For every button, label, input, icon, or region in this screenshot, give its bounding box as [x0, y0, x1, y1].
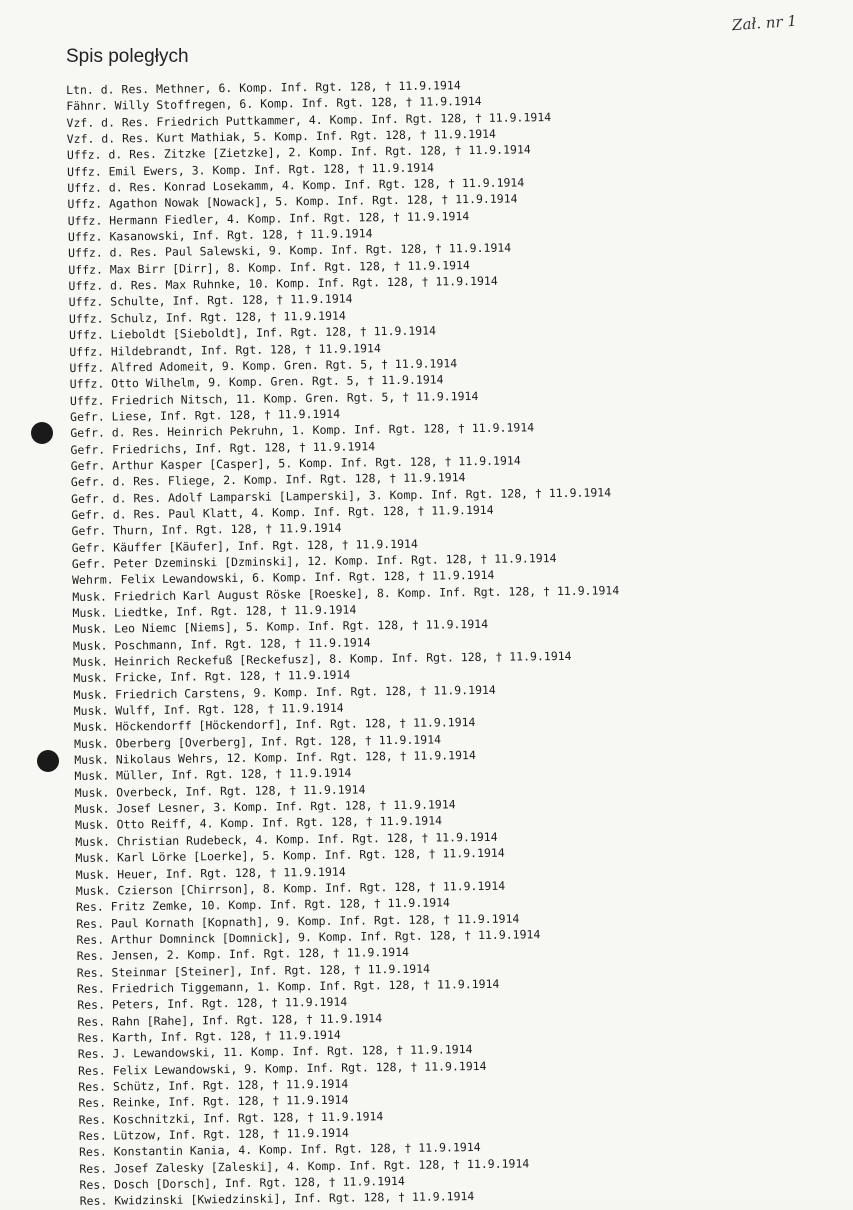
list-item: Gefr. Peter Dzeminski [Dzminski], 12. Komp. Inf. Rgt. 128, † 11.9.1914 [71, 551, 557, 571]
list-item: Wehrm. Felix Lewandowski, 6. Komp. Inf. Rgt. 128, † 11.9.1914 [72, 568, 495, 588]
list-item: Uffz. Otto Wilhelm, 9. Komp. Gren. Rgt. 5, † 11.9.1914 [69, 372, 444, 392]
list-item: Musk. Otto Reiff, 4. Komp. Inf. Rgt. 128, † 11.9.1914 [74, 813, 443, 833]
list-item: Res. Reinke, Inf. Rgt. 128, † 11.9.1914 [78, 1092, 349, 1111]
list-item: Musk. Liedtke, Inf. Rgt. 128, † 11.9.1914 [72, 602, 357, 620]
list-item: Musk. Nikolaus Wehrs, 12. Komp. Inf. Rgt. 128, † 11.9.1914 [74, 748, 476, 768]
list-item: Musk. Fricke, Inf. Rgt. 128, † 11.9.1914 [73, 667, 351, 686]
list-item: Res. Rahn [Rahe], Inf. Rgt. 128, † 11.9.1914 [77, 1010, 383, 1029]
list-item: Uffz. Agathon Nowak [Nowack], 5. Komp. Inf. Rgt. 128, † 11.9.1914 [67, 191, 518, 212]
list-item: Res. Dosch [Dorsch], Inf. Rgt. 128, † 11.9.1914 [79, 1173, 405, 1192]
list-item: Uffz. Emil Ewers, 3. Komp. Inf. Rgt. 128, † 11.9.1914 [67, 160, 435, 179]
list-item: Musk. Höckendorff [Höckendorf], Inf. Rgt. 128, † 11.9.1914 [73, 715, 476, 735]
list-item: Res. Koschnitzki, Inf. Rgt. 128, † 11.9.1914 [78, 1108, 384, 1127]
list-item: Gefr. d. Res. Fliege, 2. Komp. Inf. Rgt. 128, † 11.9.1914 [70, 470, 466, 490]
list-item: Uffz. Lieboldt [Sieboldt], Inf. Rgt. 128, † 11.9.1914 [69, 323, 437, 343]
list-item: Res. Paul Kornath [Kopnath], 9. Komp. Inf. Rgt. 128, † 11.9.1914 [76, 911, 520, 931]
list-item: Musk. Heuer, Inf. Rgt. 128, † 11.9.1914 [75, 864, 346, 882]
list-item: Uffz. Schulz, Inf. Rgt. 128, † 11.9.1914 [68, 308, 346, 326]
list-item: Gefr. Thurn, Inf. Rgt. 128, † 11.9.1914 [71, 520, 342, 539]
punch-hole-icon [37, 750, 59, 772]
list-item: Uffz. Friedrich Nitsch, 11. Komp. Gren. Rgt. 5, † 11.9.1914 [69, 388, 479, 408]
list-item: Musk. Wulff, Inf. Rgt. 128, † 11.9.1914 [73, 700, 344, 719]
list-item: Musk. Overbeck, Inf. Rgt. 128, † 11.9.1914 [74, 782, 366, 800]
list-item: Musk. Friedrich Karl August Röske [Roeske], 8. Komp. Inf. Rgt. 128, † 11.9.1914 [72, 582, 620, 604]
list-item: Vzf. d. Res. Friedrich Puttkammer, 4. Komp. Inf. Rgt. 128, † 11.9.1914 [66, 109, 552, 130]
list-item: Res. Friedrich Tiggemann, 1. Komp. Inf. Rgt. 128, † 11.9.1914 [76, 976, 500, 996]
list-item: Musk. Oberberg [Overberg], Inf. Rgt. 128, † 11.9.1914 [73, 732, 442, 751]
list-item: Musk. Friedrich Carstens, 9. Komp. Inf. Rgt. 128, † 11.9.1914 [73, 682, 496, 702]
list-item: Musk. Christian Rudebeck, 4. Komp. Inf. Rgt. 128, † 11.9.1914 [75, 829, 498, 849]
list-item: Res. Kwidzinski [Kwiedzinski], Inf. Rgt. 128, † 11.9.1914 [79, 1189, 475, 1209]
list-item: Musk. Müller, Inf. Rgt. 128, † 11.9.1914 [74, 766, 352, 784]
list-item: Res. Schütz, Inf. Rgt. 128, † 11.9.1914 [78, 1076, 349, 1094]
list-item: Res. Karth, Inf. Rgt. 128, † 11.9.1914 [77, 1027, 341, 1045]
list-item: Uffz. d. Res. Max Ruhnke, 10. Komp. Inf. Rgt. 128, † 11.9.1914 [68, 273, 498, 294]
list-item: Gefr. Friedrichs, Inf. Rgt. 128, † 11.9.1914 [70, 438, 376, 457]
list-item: Uffz. d. Res. Paul Salewski, 9. Komp. Inf. Rgt. 128, † 11.9.1914 [68, 241, 512, 261]
list-item: Res. Fritz Zemke, 10. Komp. Inf. Rgt. 128, † 11.9.1914 [75, 895, 451, 915]
list-item: Musk. Poschmann, Inf. Rgt. 128, † 11.9.1914 [72, 635, 371, 653]
casualty-list [66, 72, 853, 1209]
list-item: Uffz. d. Res. Zitzke [Zietzke], 2. Komp. Inf. Rgt. 128, † 11.9.1914 [66, 142, 531, 163]
list-item: Gefr. Liese, Inf. Rgt. 128, † 11.9.1914 [70, 406, 341, 424]
list-item: Gefr. Käuffer [Käufer], Inf. Rgt. 128, † 11.9.1914 [71, 536, 418, 555]
list-item: Res. J. Lewandowski, 11. Komp. Inf. Rgt. 128, † 11.9.1914 [77, 1042, 473, 1062]
list-item: Res. Konstantin Kania, 4. Komp. Inf. Rgt. 128, † 11.9.1914 [78, 1140, 481, 1160]
list-item: Res. Lützow, Inf. Rgt. 128, † 11.9.1914 [78, 1125, 349, 1143]
list-item: Uffz. Max Birr [Dirr], 8. Komp. Inf. Rgt. 128, † 11.9.1914 [68, 257, 470, 277]
page-title: Spis poległych [66, 46, 189, 67]
list-item: Musk. Karl Lörke [Loerke], 5. Komp. Inf. Rgt. 128, † 11.9.1914 [75, 845, 505, 866]
list-item: Uffz. Hildebrandt, Inf. Rgt. 128, † 11.9.1914 [69, 340, 381, 359]
list-item: Musk. Heinrich Reckefuß [Reckefusz], 8. Komp. Inf. Rgt. 128, † 11.9.1914 [73, 648, 572, 669]
list-item: Gefr. d. Res. Adolf Lamparski [Lamperski], 3. Komp. Inf. Rgt. 128, † 11.9.1914 [71, 484, 612, 506]
list-item: Res. Jensen, 2. Komp. Inf. Rgt. 128, † 11.9.1914 [76, 945, 410, 964]
list-item: Fähnr. Willy Stoffregen, 6. Komp. Inf. Rgt. 128, † 11.9.1914 [66, 94, 482, 114]
list-item: Res. Arthur Domninck [Domnick], 9. Komp. Inf. Rgt. 128, † 11.9.1914 [76, 927, 541, 947]
list-item: Gefr. d. Res. Paul Klatt, 4. Komp. Inf. Rgt. 128, † 11.9.1914 [71, 502, 494, 522]
list-item: Res. Peters, Inf. Rgt. 128, † 11.9.1914 [77, 994, 348, 1013]
list-item: Res. Josef Zalesky [Zaleski], 4. Komp. Inf. Rgt. 128, † 11.9.1914 [79, 1156, 530, 1176]
list-item: Uffz. Kasanowski, Inf. Rgt. 128, † 11.9.1914 [67, 226, 373, 245]
list-item: Vzf. d. Res. Kurt Mathiak, 5. Komp. Inf. Rgt. 128, † 11.9.1914 [66, 126, 497, 147]
handwritten-annotation: Zał. nr 1 [731, 11, 798, 35]
list-item: Uffz. Hermann Fiedler, 4. Komp. Inf. Rgt. 128, † 11.9.1914 [67, 208, 470, 228]
list-item: Musk. Josef Lesner, 3. Komp. Inf. Rgt. 128, † 11.9.1914 [74, 797, 456, 817]
list-item: Uffz. Alfred Adomeit, 9. Komp. Gren. Rgt. 5, † 11.9.1914 [69, 356, 458, 375]
list-item: Musk. Czierson [Chirrson], 8. Komp. Inf. Rgt. 128, † 11.9.1914 [75, 878, 506, 898]
list-item: Musk. Leo Niemc [Niems], 5. Komp. Inf. Rgt. 128, † 11.9.1914 [72, 617, 489, 637]
list-item: Res. Felix Lewandowski, 9. Komp. Inf. Rgt. 128, † 11.9.1914 [77, 1058, 487, 1078]
list-item: Res. Steinmar [Steiner], Inf. Rgt. 128, † 11.9.1914 [76, 961, 431, 980]
list-item: Gefr. d. Res. Heinrich Pekruhn, 1. Komp. Inf. Rgt. 128, † 11.9.1914 [70, 420, 535, 441]
list-item: Uffz. d. Res. Konrad Losekamm, 4. Komp. Inf. Rgt. 128, † 11.9.1914 [67, 175, 525, 196]
list-item: Uffz. Schulte, Inf. Rgt. 128, † 11.9.1914 [68, 291, 353, 310]
list-item: Gefr. Arthur Kasper [Casper], 5. Komp. Inf. Rgt. 128, † 11.9.1914 [70, 453, 521, 473]
list-item: Ltn. d. Res. Methner, 6. Komp. Inf. Rgt. 128, † 11.9.1914 [66, 78, 461, 97]
punch-hole-icon [31, 422, 53, 444]
